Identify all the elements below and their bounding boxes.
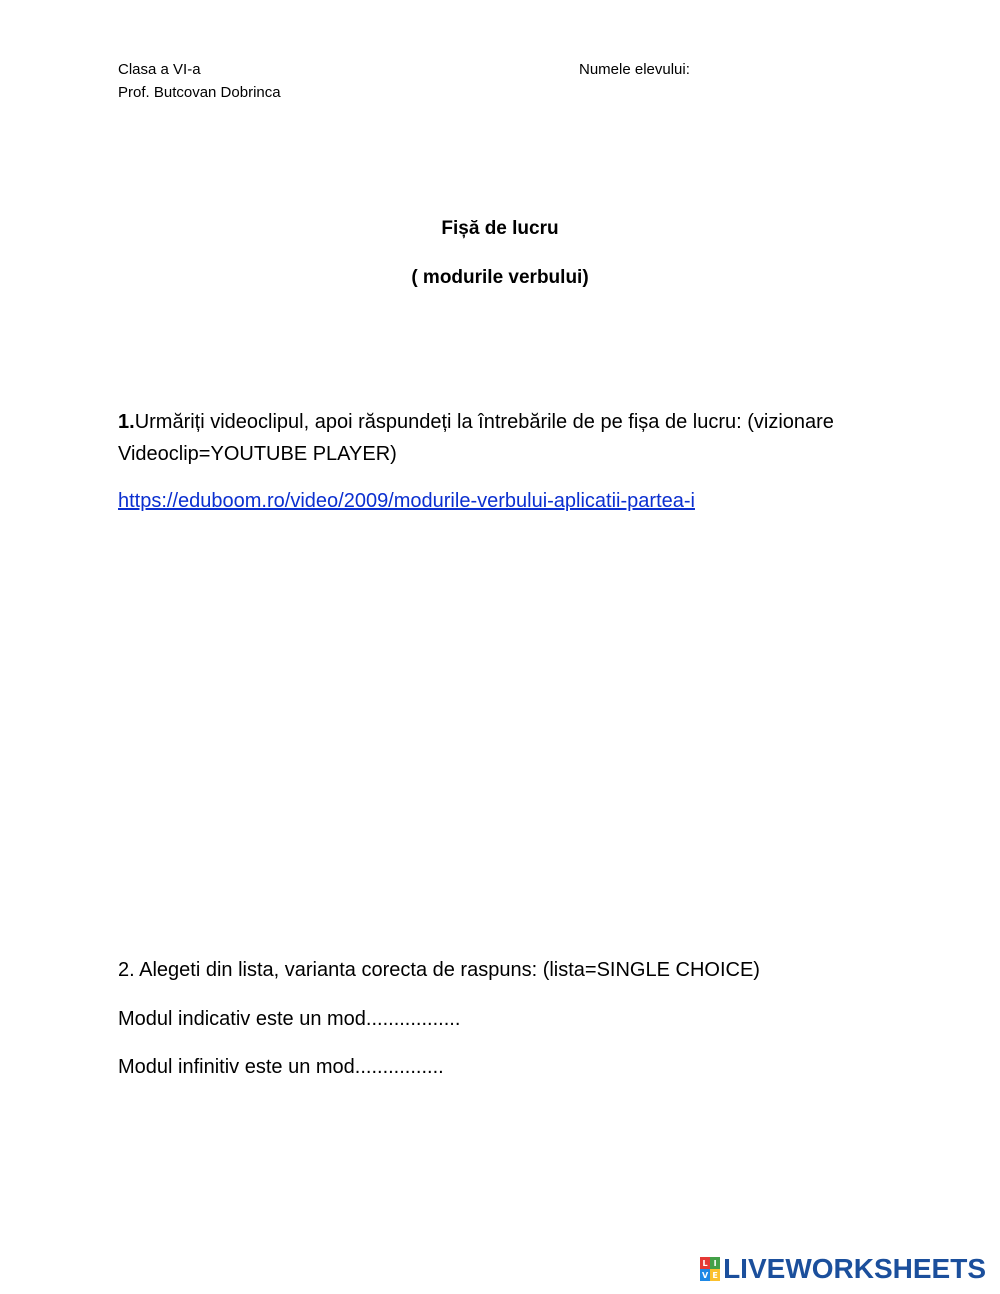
question-1-text: Urmăriți videoclipul, apoi răspundeți la întrebările de pe fișa de lucru: (vizionare (134, 411, 834, 433)
class-label: Clasa a VI-a (118, 61, 201, 78)
question-2-item-1: Modul indicativ este un mod................. (118, 1008, 461, 1030)
student-name-label: Numele elevului: (579, 61, 690, 78)
question-1-number: 1. (118, 411, 135, 433)
logo-letter-e: E (710, 1269, 720, 1281)
liveworksheets-logo (700, 1253, 986, 1285)
worksheet-title: Fișă de lucru (441, 218, 559, 239)
question-2-text: 2. Alegeti din lista, varianta corecta de raspuns: (lista=SINGLE CHOICE) (118, 959, 760, 981)
question-1-line-1 (118, 406, 834, 438)
teacher-name: Prof. Butcovan Dobrinca (118, 84, 281, 101)
question-2-item-2: Modul infinitiv este un mod................ (118, 1056, 444, 1078)
worksheet-subtitle: ( modurile verbului) (411, 267, 589, 288)
logo-letter-v: V (701, 1270, 709, 1280)
logo-letter-i: I (710, 1257, 720, 1269)
video-link[interactable]: https://eduboom.ro/video/2009/modurile-verbului-aplicatii-partea-i (118, 490, 695, 512)
logo-letter-l: L (700, 1257, 710, 1269)
question-1-line-2: Videoclip=YOUTUBE PLAYER) (118, 443, 397, 465)
liveworksheets-icon (700, 1257, 720, 1281)
liveworksheets-wordmark: LIVEWORKSHEETS (723, 1253, 986, 1284)
